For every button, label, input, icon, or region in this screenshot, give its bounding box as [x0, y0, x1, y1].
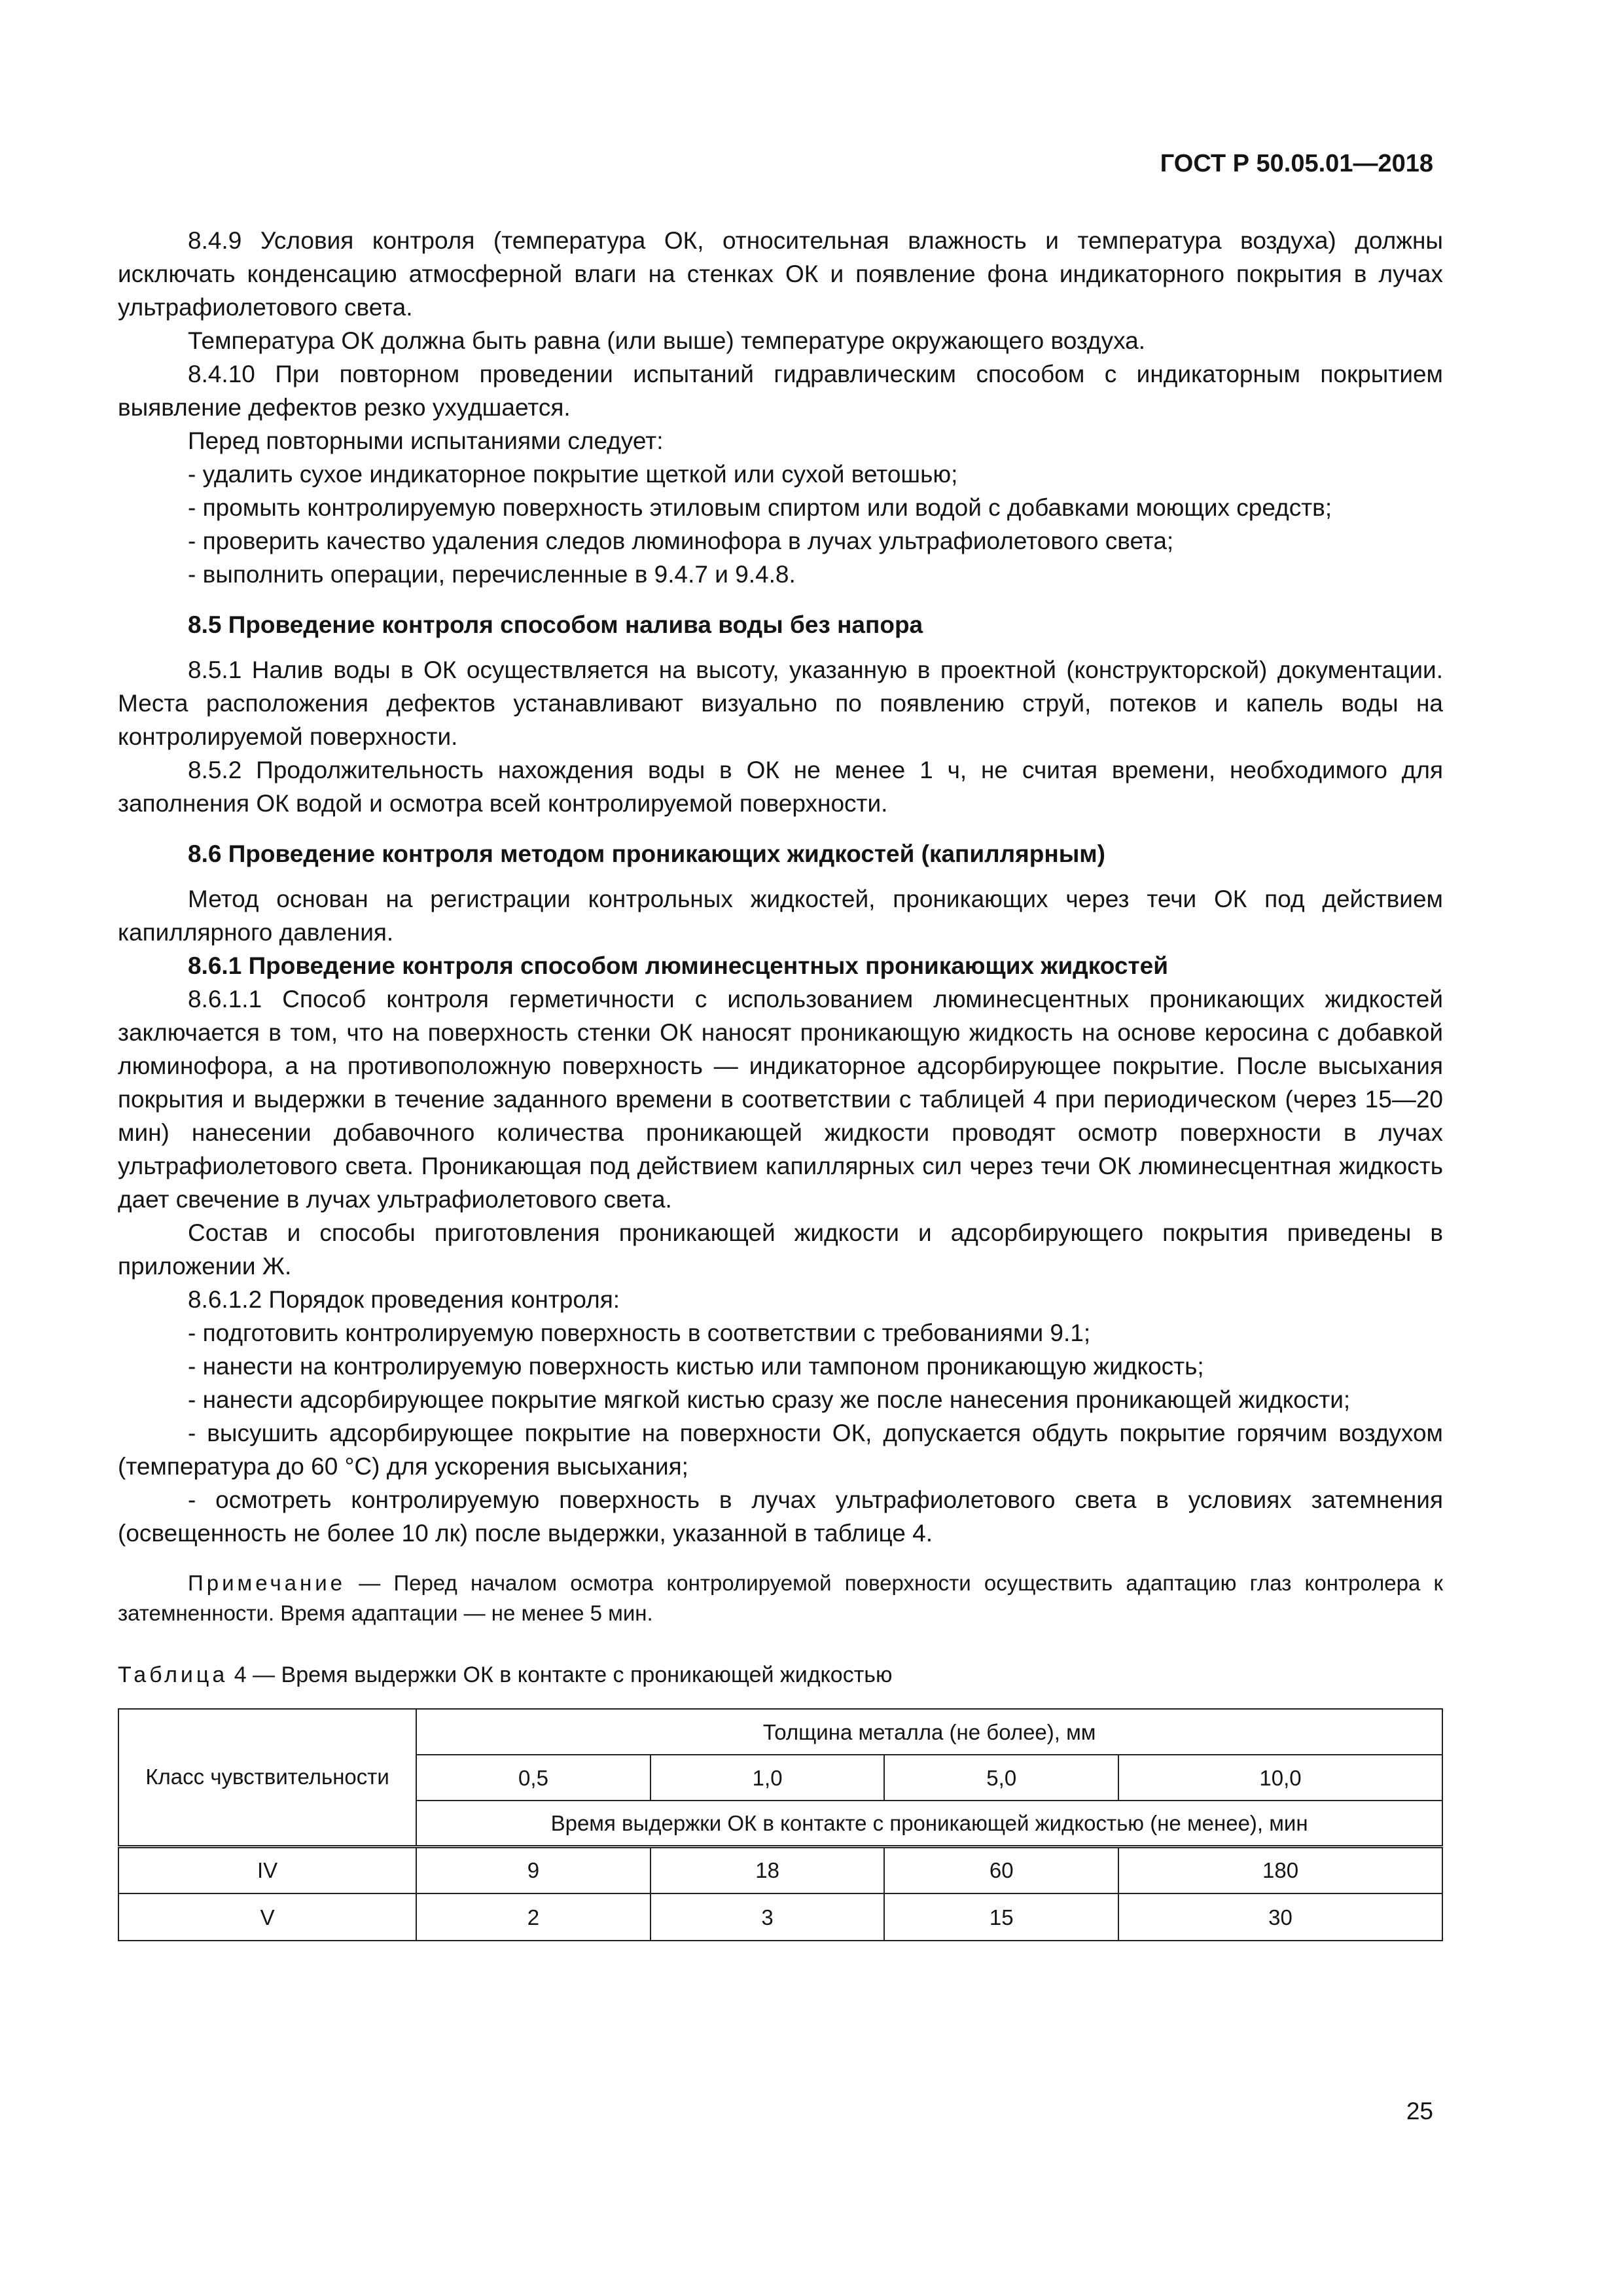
paragraph-temperature: Температура ОК должна быть равна (или выше) температуре окружающего воздуха.	[188, 327, 1146, 354]
list-item: - проверить качество удаления следов люминофора в лучах ультрафиолетового света;	[188, 528, 1174, 554]
list-item: - высушить адсорбирующее покрытие на поверхности ОК, допускается обдуть покрытие горячим воздухом (температура до 60 °С) для ускорения высыхания;	[118, 1420, 1443, 1480]
value-cell: 9	[416, 1846, 651, 1893]
value-cell: 3	[651, 1893, 885, 1941]
paragraph-8-4-10: 8.4.10 При повторном проведении испытаний гидравлическим способом с индикаторным покрытием выявление дефектов резко ухудшается.	[118, 361, 1443, 421]
list-item: - выполнить операции, перечисленные в 9.4.7 и 9.4.8.	[188, 561, 796, 588]
section-heading-8-5: 8.5 Проведение контроля способом налива воды без напора	[188, 611, 923, 638]
table-caption-label: Таблица	[118, 1662, 228, 1687]
list-item: - промыть контролируемую поверхность этиловым спиртом или водой с добавками моющих средств;	[188, 494, 1332, 521]
section-heading-8-6-1: 8.6.1 Проведение контроля способом люминесцентных проникающих жидкостей	[188, 952, 1168, 979]
value-cell: 15	[884, 1893, 1118, 1941]
thickness-cell: 5,0	[884, 1755, 1118, 1801]
time-header-cell: Время выдержки ОК в контакте с проникающей жидкостью (не менее), мин	[416, 1801, 1442, 1846]
paragraph-8-6-1-2: 8.6.1.2 Порядок проведения контроля:	[188, 1286, 620, 1313]
thickness-cell: 10,0	[1118, 1755, 1442, 1801]
list-item: - осмотреть контролируемую поверхность в лучах ультрафиолетового света в условиях затемнения (освещенность не более 10 лк) после выдержки, указанной в таблице 4.	[118, 1486, 1443, 1547]
note-label: Примечание	[188, 1571, 346, 1595]
value-cell: 18	[651, 1846, 885, 1893]
thickness-cell: 0,5	[416, 1755, 651, 1801]
value-cell: 2	[416, 1893, 651, 1941]
table-caption	[118, 1660, 1443, 1690]
class-cell: V	[118, 1893, 416, 1941]
table-row	[118, 1893, 1442, 1941]
paragraph-8-6: Метод основан на регистрации контрольных жидкостей, проникающих через течи ОК под действием капиллярного давления.	[118, 886, 1443, 946]
thickness-cell: 1,0	[651, 1755, 885, 1801]
note-text: — Перед началом осмотра контролируемой поверхности осуществить адаптацию глаз контролера к затемненности. Время адаптации — не менее 5 мин.	[118, 1571, 1443, 1625]
paragraph-8-5-1: 8.5.1 Налив воды в ОК осуществляется на высоту, указанную в проектной (конструкторской) документации. Места расположения дефектов устанавливают визуально по появлению струй, потеков и капель воды на контролируемой поверхности.	[118, 656, 1443, 750]
class-header-cell: Класс чувствительности	[118, 1709, 416, 1846]
class-cell: IV	[118, 1846, 416, 1893]
value-cell: 30	[1118, 1893, 1442, 1941]
paragraph-appendix-ref: Состав и способы приготовления проникающей жидкости и адсорбирующего покрытия приведены в приложении Ж.	[118, 1219, 1443, 1280]
note	[118, 1568, 1443, 1628]
document-body	[118, 224, 1443, 1941]
value-cell: 60	[884, 1846, 1118, 1893]
paragraph-8-5-2: 8.5.2 Продолжительность нахождения воды в ОК не менее 1 ч, не считая времени, необходимого для заполнения ОК водой и осмотра всей контролируемой поверхности.	[118, 757, 1443, 817]
thickness-header-cell: Толщина металла (не более), мм	[416, 1709, 1442, 1755]
list-item: - нанести адсорбирующее покрытие мягкой кистью сразу же после нанесения проникающей жидкости;	[188, 1386, 1351, 1413]
table-caption-text: 4 — Время выдержки ОК в контакте с проникающей жидкостью	[228, 1662, 893, 1687]
page-number: 25	[1406, 2098, 1433, 2125]
table-header-row	[118, 1709, 1442, 1755]
list-item: - удалить сухое индикаторное покрытие щеткой или сухой ветошью;	[188, 461, 958, 488]
paragraph-8-6-1-1: 8.6.1.1 Способ контроля герметичности с использованием люминесцентных проникающих жидкостей заключается в том, что на поверхность стенки ОК наносят проникающую жидкость на основе керосина с добавкой люминофора, а на противоположную поверхность — индикаторное адсорбирующее покрытие. После высыхания покрытия и выдержки в течение заданного времени в соответствии с таблицей 4 при периодическом (через 15—20 мин) нанесении добавочного количества проникающей жидкости проводят осмотр поверхности в лучах ультрафиолетового света. Проникающая под действием капиллярных сил через течи ОК люминесцентная жидкость дает свечение в лучах ультрафиолетового света.	[118, 986, 1443, 1213]
paragraph-8-4-9: 8.4.9 Условия контроля (температура ОК, относительная влажность и температура воздуха) должны исключать конденсацию атмосферной влаги на стенках ОК и появление фона индикаторного покрытия в лучах ультрафиолетового света.	[118, 227, 1443, 321]
repeat-tests-intro: Перед повторными испытаниями следует:	[188, 427, 664, 454]
list-item: - нанести на контролируемую поверхность кистью или тампоном проникающую жидкость;	[188, 1353, 1204, 1380]
document-id-header: ГОСТ Р 50.05.01—2018	[1160, 150, 1433, 177]
table-row	[118, 1846, 1442, 1893]
exposure-time-table	[118, 1708, 1443, 1941]
list-item: - подготовить контролируемую поверхность в соответствии с требованиями 9.1;	[188, 1319, 1091, 1346]
section-heading-8-6: 8.6 Проведение контроля методом проникающих жидкостей (капиллярным)	[188, 840, 1105, 867]
value-cell: 180	[1118, 1846, 1442, 1893]
